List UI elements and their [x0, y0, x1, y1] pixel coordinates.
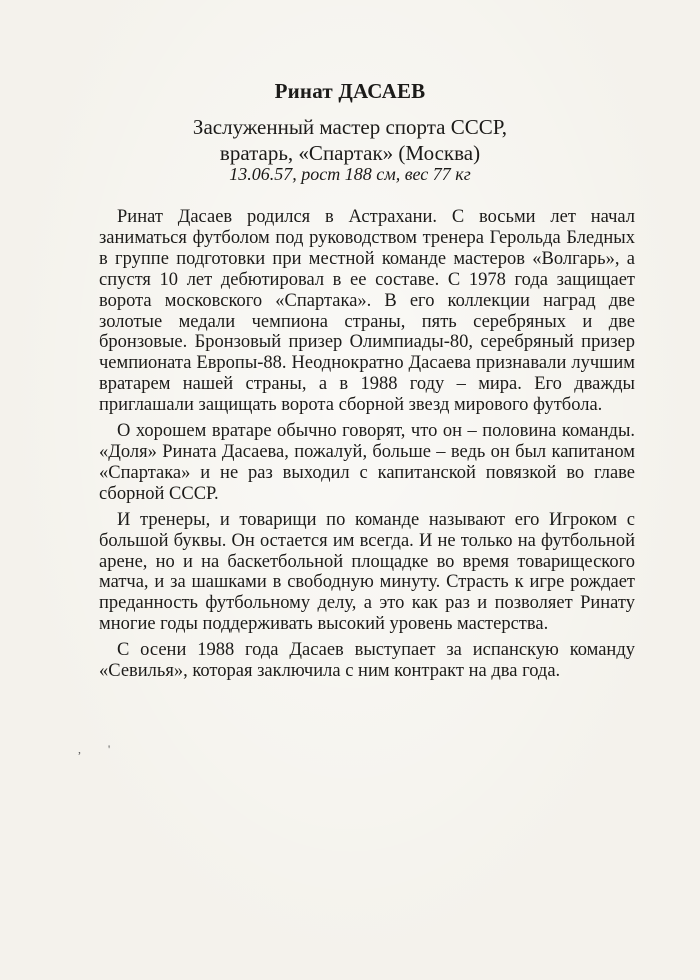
birth-height-weight: 13.06.57, рост 188 см, вес 77 кг: [229, 164, 471, 184]
biography-text: [99, 207, 635, 687]
paragraph-player: И тренеры, и товарищи по команде называют его Игроком с большой буквы. Он остается им всегда. И не только на футбольной арене, но и на баскетбольной площадке во время товарищеского матча, и за шашками в свободную минуту. Страсть к игре рождает преданность футбольному делу, а это как раз и позволяет Ринату многие годы поддерживать высокий уровень мастерства.: [99, 509, 635, 635]
page-title: Ринат ДАСАЕВ: [274, 79, 426, 103]
scan-specks: , ': [78, 742, 123, 756]
paragraph-career: Ринат Дасаев родился в Астрахани. С восьми лет начал заниматься футболом под руководством тренера Герольда Бледных в группе подготовки при местной команде мастеров «Волгарь», а спустя 10 лет дебютировал в ее составе. С 1978 года защищает ворота московского «Спартака». В его коллекции наград две золотые медали чемпиона страны, пять серебряных и две бронзовые. Бронзовый призер Олимпиады-80, серебряный призер чемпионата Европы-88. Неоднократно Дасаева признавали лучшим вратарем нашей страны, а в 1988 году – мира. Его дважды приглашали защищать ворота сборной звезд мирового футбола.: [99, 207, 635, 416]
subtitle-position-line: вратарь, «Спартак» (Москва): [219, 141, 481, 165]
subtitle-title-line: Заслуженный мастер спорта СССР,: [192, 115, 508, 139]
paragraph-captain: О хорошем вратаре обычно говорят, что он – половина команды. «Доля» Рината Дасаева, пожалуй, больше – ведь он был капитаном «Спартака» и не раз выходил с капитанской повязкой во главе сборной СССР.: [99, 421, 635, 504]
paragraph-sevilla: С осени 1988 года Дасаев выступает за испанскую команду «Севилья», которая заключила с ним контракт на два года.: [99, 640, 635, 682]
